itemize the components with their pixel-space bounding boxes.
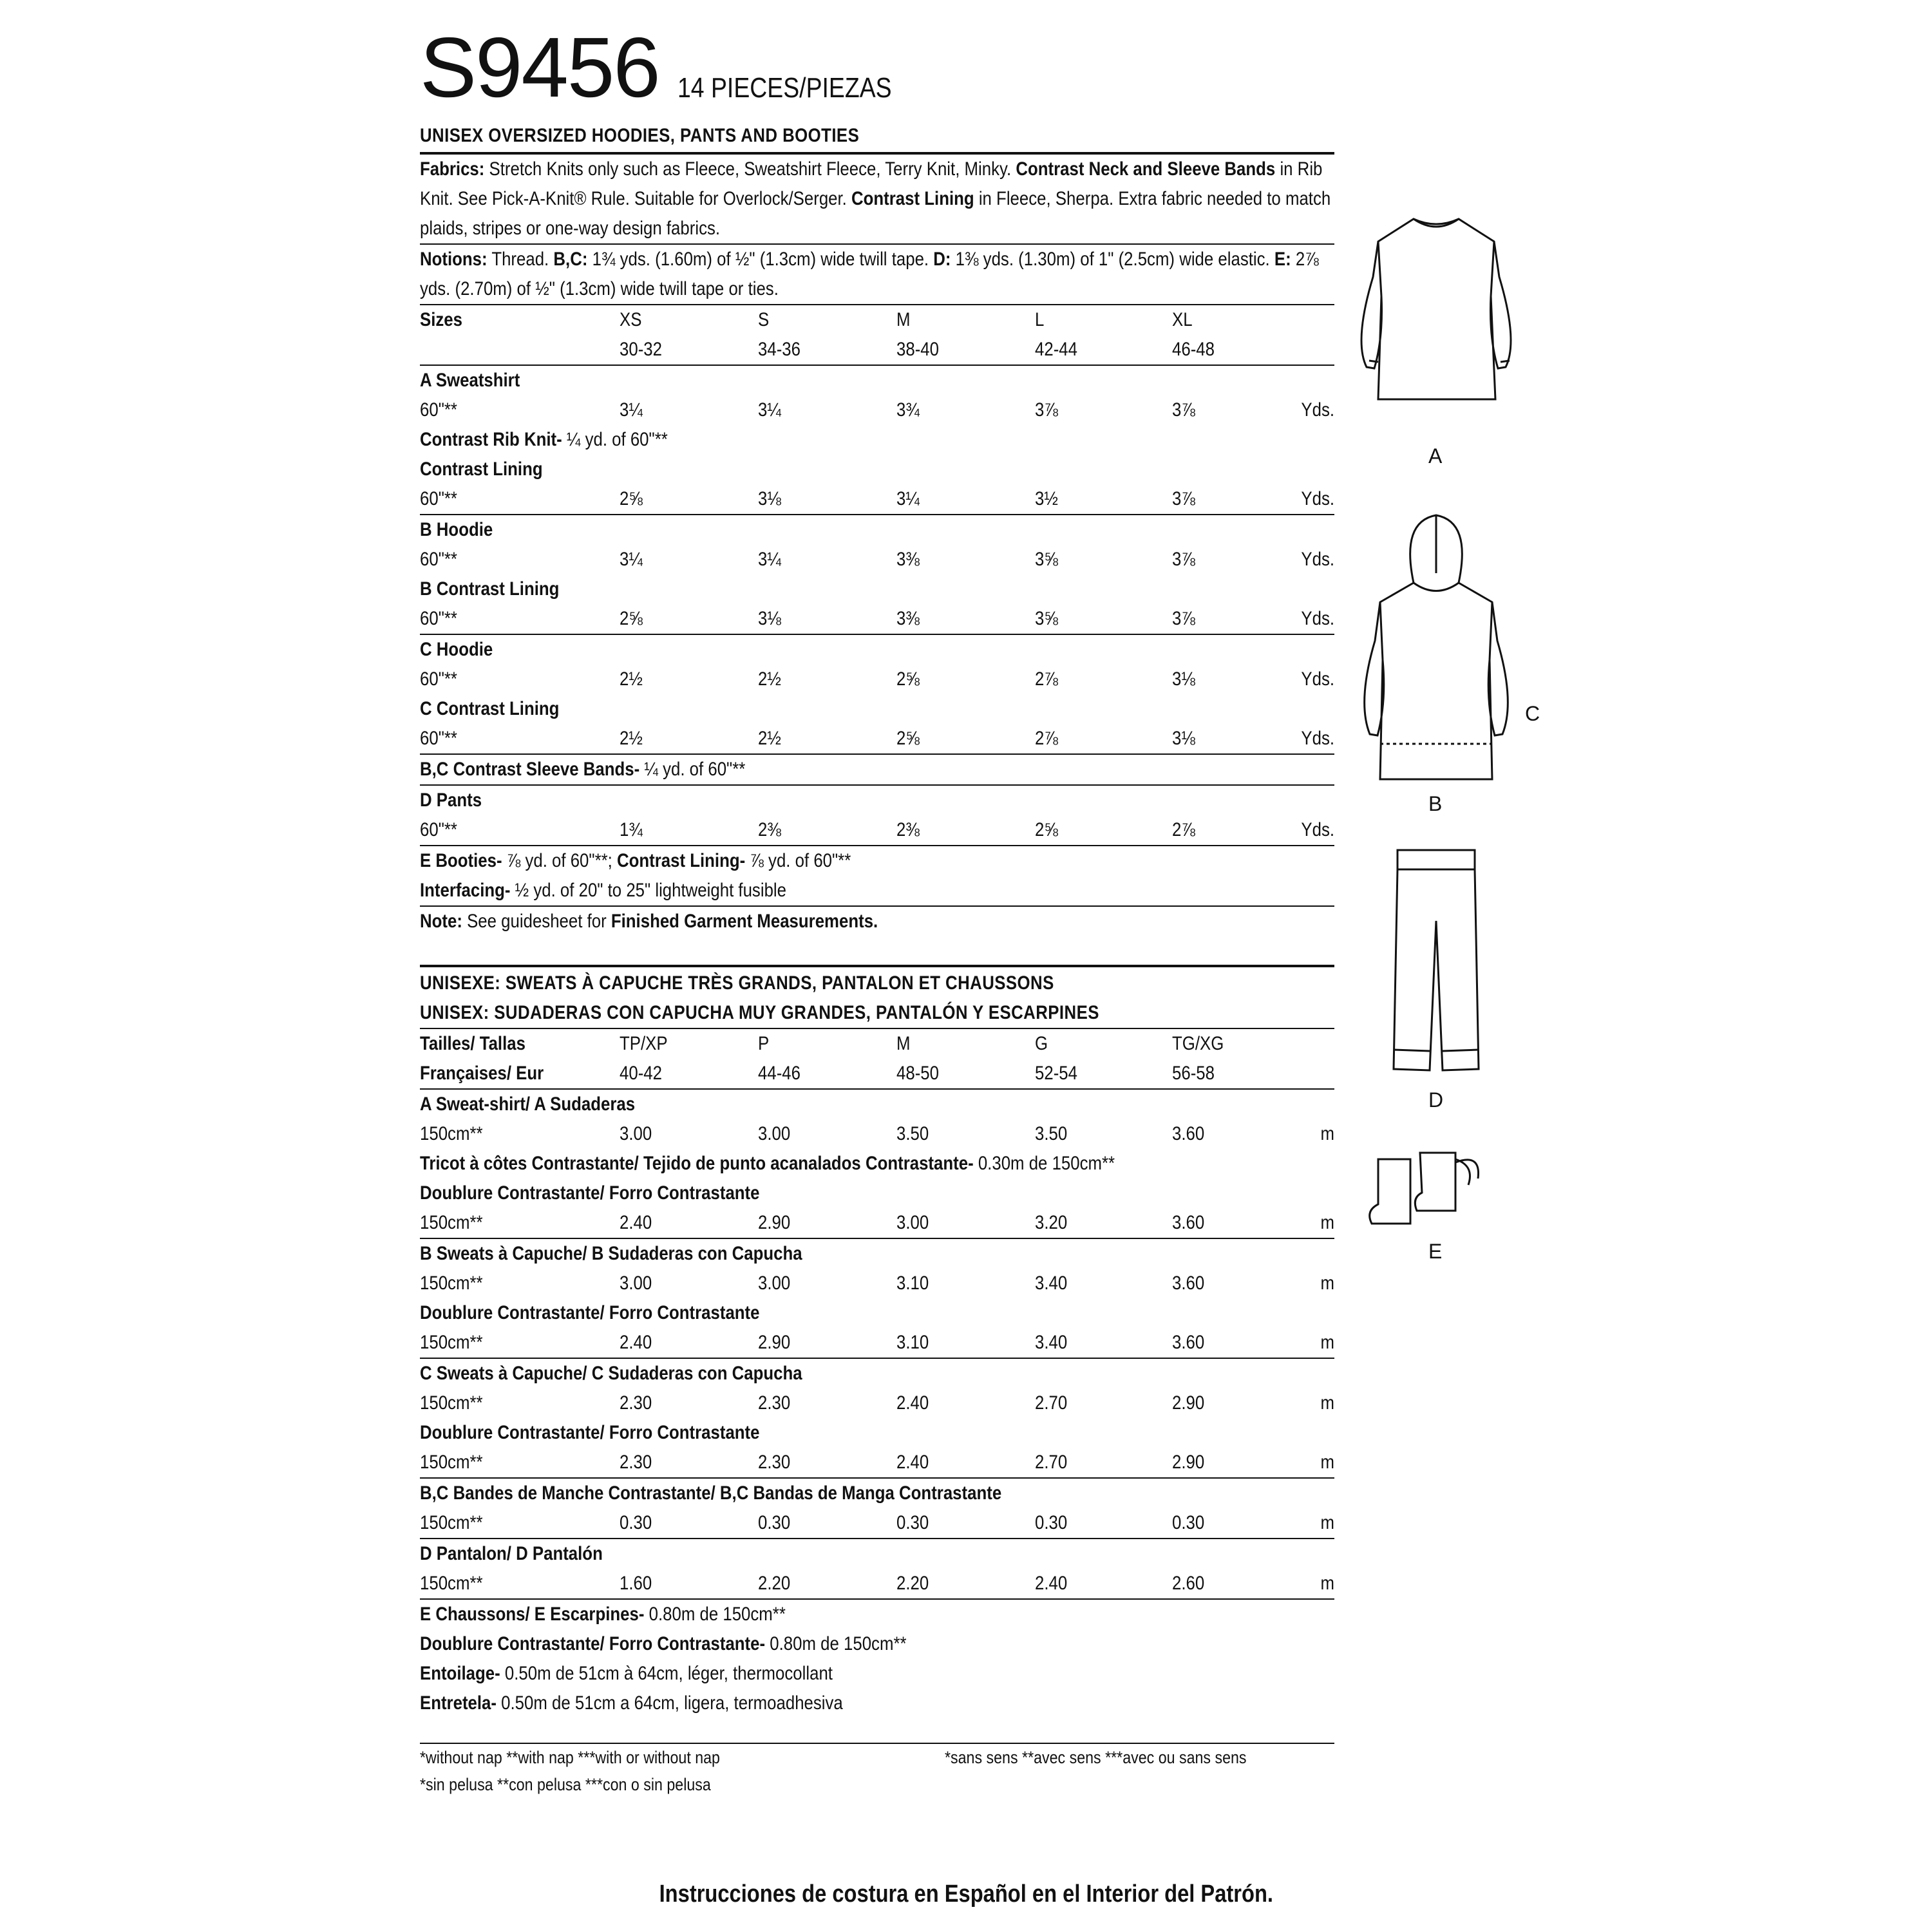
- fabrics-bold-1: Contrast Neck and Sleeve Bands: [1016, 158, 1276, 180]
- unit-label: Yds.: [1301, 549, 1334, 570]
- amount-value: 2.20: [896, 1573, 929, 1594]
- view-c-label-eu: C Sweats à Capuche/ C Sudaderas con Capucha: [420, 1363, 802, 1384]
- fabrics-text: [420, 155, 1334, 243]
- sleeve-bands-value: ¼ yd. of 60"**: [639, 759, 746, 780]
- size-code: L: [1035, 309, 1045, 330]
- entretela-value: 0.50m de 51cm a 64cm, ligera, termoadhesiva: [497, 1692, 843, 1714]
- bottom-note-text: Instrucciones de costura en Español en el Interior del Patrón.: [659, 1880, 1273, 1908]
- unit-label: m: [1320, 1123, 1334, 1144]
- unit-label: Yds.: [1301, 488, 1334, 509]
- amount-value: 3¾: [896, 399, 920, 421]
- divider: [420, 965, 1334, 967]
- entoilage-label: Entoilage-: [420, 1663, 500, 1684]
- amount-value: 2⅜: [758, 819, 781, 840]
- entretela-line: [420, 1689, 1206, 1718]
- amount-value: 2⅝: [620, 488, 643, 509]
- booties-value-eu: 0.80m de 150cm**: [644, 1604, 786, 1625]
- contrast-rib-knit-line: [420, 425, 1206, 455]
- amount-value: 1¾: [620, 819, 643, 840]
- size-code: G: [1035, 1033, 1048, 1054]
- amount-value: 3.00: [620, 1273, 652, 1294]
- booties-line: [420, 846, 1206, 876]
- fabric-width: 150cm**: [420, 1512, 483, 1533]
- amount-value: 3⅛: [758, 488, 781, 509]
- amount-value: 2.90: [758, 1332, 791, 1353]
- amount-value: 3⅝: [1035, 549, 1058, 570]
- size-code: XL: [1172, 309, 1193, 330]
- notions-text-3: 1⅜ yds. (1.30m) of 1" (2.5cm) wide elastic.: [951, 249, 1274, 270]
- fabric-width: 150cm**: [420, 1573, 483, 1594]
- view-a-label-eu: A Sweat-shirt/ A Sudaderas: [420, 1094, 636, 1115]
- header: [420, 20, 1334, 115]
- view-b-lining-label: B Contrast Lining: [420, 578, 560, 600]
- note-line: [420, 907, 1206, 936]
- notions-bold-3: E:: [1274, 249, 1291, 270]
- size-range: 42-44: [1035, 339, 1077, 360]
- booties-lining-label: Contrast Lining-: [616, 850, 746, 871]
- amount-value: 2.40: [1035, 1573, 1068, 1594]
- amount-value: 0.30: [1035, 1512, 1068, 1533]
- amount-value: 2.90: [1172, 1392, 1205, 1414]
- amount-value: 3.00: [896, 1212, 929, 1233]
- amount-value: 2½: [758, 728, 781, 749]
- amount-value: 3.60: [1172, 1212, 1205, 1233]
- amount-value: 3.20: [1035, 1212, 1068, 1233]
- booties-label-eu: E Chaussons/ E Escarpines-: [420, 1604, 645, 1625]
- sizes-eu-label: Tailles/ Tallas: [420, 1033, 526, 1054]
- view-b-label-eu: B Sweats à Capuche/ B Sudaderas con Capucha: [420, 1243, 802, 1264]
- amount-value: 0.30: [896, 1512, 929, 1533]
- fabric-width: 60"**: [420, 488, 457, 509]
- size-code: TG/XG: [1172, 1033, 1224, 1054]
- title-french: UNISEXE: SWEATS À CAPUCHE TRÈS GRANDS, PANTALON ET CHAUSSONS: [420, 972, 1054, 994]
- contrast-lining-label: Contrast Lining: [420, 459, 543, 480]
- unit-label: m: [1320, 1452, 1334, 1473]
- fabric-width: 150cm**: [420, 1212, 483, 1233]
- meterage-row: [420, 1208, 1334, 1238]
- interfacing-line: [420, 876, 1206, 905]
- fabric-width: 60"**: [420, 608, 457, 629]
- fabrics-label: Fabrics:: [420, 158, 485, 180]
- amount-value: 3¼: [620, 549, 643, 570]
- entretela-label: Entretela-: [420, 1692, 497, 1714]
- sweatshirt-a-illustration: [1352, 206, 1520, 451]
- amount-value: 2⅜: [896, 819, 920, 840]
- size-code: P: [758, 1033, 770, 1054]
- unit-label: m: [1320, 1512, 1334, 1533]
- amount-value: 3.60: [1172, 1332, 1205, 1353]
- size-range: 56-58: [1172, 1063, 1215, 1084]
- size-code: TP/XP: [620, 1033, 668, 1054]
- sizes-label: Sizes: [420, 309, 462, 330]
- booties-e-illustration: [1365, 1146, 1494, 1236]
- booties-lining-value: ⅞ yd. of 60"**: [745, 850, 851, 871]
- notions-text-4: 2⅞ yds. (2.70m) of ½" (1.3cm) wide twill tape or ties.: [420, 249, 1319, 299]
- unit-label: Yds.: [1301, 668, 1334, 690]
- size-range: 40-42: [620, 1063, 662, 1084]
- booties-lining-line-eu: [420, 1629, 1206, 1659]
- amount-value: 3⅞: [1172, 399, 1195, 421]
- footnote-french: *sans sens **avec sens ***avec ou sans sens: [945, 1748, 1247, 1767]
- notions-bold-1: B,C:: [553, 249, 588, 270]
- yardage-row: [420, 665, 1334, 694]
- view-label-a: A: [1428, 444, 1443, 468]
- fabric-width: 60"**: [420, 399, 457, 421]
- footnote-row: [420, 1744, 1334, 1771]
- fabric-width: 60"**: [420, 549, 457, 570]
- pattern-number: S9456: [420, 20, 659, 115]
- contrast-rib-value-eu: 0.30m de 150cm**: [973, 1153, 1115, 1174]
- yardage-row: [420, 484, 1334, 514]
- view-label-e: E: [1428, 1240, 1443, 1263]
- sizes-eu-label-2: Françaises/ Eur: [420, 1063, 544, 1084]
- amount-value: 3⅞: [1172, 488, 1195, 509]
- footnote-row: [420, 1771, 1334, 1798]
- yardage-row: [420, 604, 1334, 634]
- view-d-label: D Pants: [420, 790, 482, 811]
- amount-value: 2.60: [1172, 1573, 1205, 1594]
- fabric-width: 60"**: [420, 728, 457, 749]
- booties-lining-value-eu: 0.80m de 150cm**: [765, 1633, 907, 1654]
- sizes-row: [420, 305, 1334, 335]
- amount-value: 3.50: [1035, 1123, 1068, 1144]
- amount-value: 3.10: [896, 1332, 929, 1353]
- amount-value: 3¼: [620, 399, 643, 421]
- piece-count: 14 PIECES/PIEZAS: [677, 72, 892, 104]
- amount-value: 0.30: [758, 1512, 791, 1533]
- amount-value: 3.00: [758, 1123, 791, 1144]
- fabric-width: 150cm**: [420, 1392, 483, 1414]
- meterage-row: [420, 1448, 1334, 1477]
- booties-line-eu: [420, 1600, 1206, 1629]
- size-range: 48-50: [896, 1063, 939, 1084]
- unit-label: Yds.: [1301, 728, 1334, 749]
- unit-label: m: [1320, 1273, 1334, 1294]
- amount-value: 3.00: [620, 1123, 652, 1144]
- sizes-eu-ranges-row: [420, 1059, 1334, 1088]
- notions-text-2: 1¾ yds. (1.60m) of ½" (1.3cm) wide twill tape.: [587, 249, 934, 270]
- amount-value: 3⅞: [1172, 608, 1195, 629]
- size-code: M: [896, 1033, 911, 1054]
- size-range: 46-48: [1172, 339, 1215, 360]
- booties-value: ⅞ yd. of 60"**;: [502, 850, 617, 871]
- size-range: 34-36: [758, 339, 800, 360]
- unit-label: m: [1320, 1212, 1334, 1233]
- unit-label: Yds.: [1301, 608, 1334, 629]
- amount-value: 2⅝: [896, 668, 920, 690]
- yardage-row: [420, 545, 1334, 574]
- view-label-d: D: [1428, 1088, 1444, 1112]
- amount-value: 2.40: [620, 1212, 652, 1233]
- view-b-lining-label-eu: Doublure Contrastante/ Forro Contrastante: [420, 1302, 760, 1323]
- amount-value: 2.30: [758, 1392, 791, 1414]
- amount-value: 3¼: [758, 549, 781, 570]
- amount-value: 3.40: [1035, 1273, 1068, 1294]
- fabrics-text-2: in Rib Knit. See Pick-A-Knit® Rule. Suitable for Overlock/Serger.: [420, 158, 1323, 209]
- note-text: See guidesheet for: [462, 911, 611, 932]
- contrast-rib-label-eu: Tricot à côtes Contrastante/ Tejido de punto acanalados Contrastante-: [420, 1153, 974, 1174]
- amount-value: 3¼: [896, 488, 920, 509]
- amount-value: 2⅝: [620, 608, 643, 629]
- size-code: S: [758, 309, 770, 330]
- amount-value: 2.90: [1172, 1452, 1205, 1473]
- amount-value: 2½: [620, 668, 643, 690]
- fabric-width: 150cm**: [420, 1123, 483, 1144]
- view-a-label: A Sweatshirt: [420, 370, 520, 391]
- amount-value: 3⅞: [1035, 399, 1058, 421]
- amount-value: 2.70: [1035, 1392, 1068, 1414]
- note-bold: Finished Garment Measurements.: [611, 911, 878, 932]
- interfacing-label: Interfacing-: [420, 880, 511, 901]
- interfacing-value: ½ yd. of 20" to 25" lightweight fusible: [510, 880, 787, 901]
- view-label-c: C: [1525, 702, 1540, 725]
- amount-value: 2.40: [896, 1392, 929, 1414]
- amount-value: 2.30: [758, 1452, 791, 1473]
- meterage-row: [420, 1269, 1334, 1298]
- entoilage-value: 0.50m de 51cm à 64cm, léger, thermocollant: [500, 1663, 833, 1684]
- amount-value: 2.40: [896, 1452, 929, 1473]
- view-d-label-eu: D Pantalon/ D Pantalón: [420, 1543, 603, 1564]
- size-range: 52-54: [1035, 1063, 1077, 1084]
- amount-value: 3⅜: [896, 549, 920, 570]
- yardage-row: [420, 395, 1334, 425]
- booties-lining-label-eu: Doublure Contrastante/ Forro Contrastante-: [420, 1633, 766, 1654]
- amount-value: 3⅛: [1172, 668, 1195, 690]
- amount-value: 3.00: [758, 1273, 791, 1294]
- size-code: M: [896, 309, 911, 330]
- sleeve-bands-label-eu: B,C Bandes de Manche Contrastante/ B,C Bandas de Manga Contrastante: [420, 1482, 1002, 1504]
- amount-value: 3⅞: [1172, 549, 1195, 570]
- fabric-width: 150cm**: [420, 1332, 483, 1353]
- amount-value: 2½: [620, 728, 643, 749]
- amount-value: 2.30: [620, 1452, 652, 1473]
- amount-value: 1.60: [620, 1573, 652, 1594]
- fabric-width: 150cm**: [420, 1452, 483, 1473]
- sizes-eu-row: [420, 1029, 1334, 1059]
- sleeve-bands-label: B,C Contrast Sleeve Bands-: [420, 759, 640, 780]
- contrast-rib-value: ¼ yd. of 60"**: [562, 429, 668, 450]
- amount-value: 2½: [758, 668, 781, 690]
- booties-label: E Booties-: [420, 850, 502, 871]
- meterage-row: [420, 1508, 1334, 1538]
- title-spanish: UNISEX: SUDADERAS CON CAPUCHA MUY GRANDES, PANTALÓN Y ESCARPINES: [420, 1002, 1099, 1023]
- contrast-lining-label-eu: Doublure Contrastante/ Forro Contrastante: [420, 1182, 760, 1204]
- meterage-row: [420, 1569, 1334, 1598]
- amount-value: 3½: [1035, 488, 1058, 509]
- unit-label: Yds.: [1301, 399, 1334, 421]
- amount-value: 3.60: [1172, 1123, 1205, 1144]
- view-label-b: B: [1428, 792, 1443, 815]
- amount-value: 0.30: [620, 1512, 652, 1533]
- amount-value: 3.60: [1172, 1273, 1205, 1294]
- amount-value: 2.40: [620, 1332, 652, 1353]
- amount-value: 2⅝: [1035, 819, 1058, 840]
- amount-value: 3.50: [896, 1123, 929, 1144]
- amount-value: 3⅜: [896, 608, 920, 629]
- spanish-instructions-note: [0, 1880, 1932, 1908]
- hoodie-b-c-illustration: [1349, 509, 1523, 786]
- fabrics-text-1: Stretch Knits only such as Fleece, Sweatshirt Fleece, Terry Knit, Minky.: [484, 158, 1016, 180]
- amount-value: 3⅛: [1172, 728, 1195, 749]
- footnote-english: *without nap **with nap ***with or without nap: [420, 1748, 720, 1767]
- fabric-width: 60"**: [420, 668, 457, 690]
- amount-value: 3⅛: [758, 608, 781, 629]
- contrast-rib-label: Contrast Rib Knit-: [420, 429, 562, 450]
- fabrics-text-3: in Fleece, Sherpa. Extra fabric needed to match plaids, stripes or one-way design fabrics.: [420, 188, 1331, 239]
- amount-value: 2.20: [758, 1573, 791, 1594]
- sleeve-bands-line: [420, 755, 1206, 784]
- view-b-label: B Hoodie: [420, 519, 493, 540]
- view-c-lining-label-eu: Doublure Contrastante/ Forro Contrastante: [420, 1422, 760, 1443]
- amount-value: 3¼: [758, 399, 781, 421]
- amount-value: 2.30: [620, 1392, 652, 1414]
- meterage-row: [420, 1388, 1334, 1418]
- notions-label: Notions:: [420, 249, 488, 270]
- amount-value: 2.70: [1035, 1452, 1068, 1473]
- size-range: 44-46: [758, 1063, 800, 1084]
- fabrics-bold-2: Contrast Lining: [851, 188, 974, 209]
- amount-value: 2⅞: [1035, 728, 1058, 749]
- size-ranges-row: [420, 335, 1334, 365]
- notions-text: [420, 245, 1334, 304]
- fabric-width: 150cm**: [420, 1273, 483, 1294]
- view-c-label: C Hoodie: [420, 639, 493, 660]
- size-code: XS: [620, 309, 642, 330]
- pattern-envelope-back: [420, 20, 1334, 1798]
- notions-text-1: Thread.: [487, 249, 554, 270]
- pants-d-illustration: [1385, 844, 1488, 1082]
- amount-value: 3⅝: [1035, 608, 1058, 629]
- view-c-lining-label: C Contrast Lining: [420, 698, 560, 719]
- amount-value: 2⅞: [1035, 668, 1058, 690]
- fabric-width: 60"**: [420, 819, 457, 840]
- meterage-row: [420, 1119, 1334, 1149]
- amount-value: 2⅞: [1172, 819, 1195, 840]
- note-label: Note:: [420, 911, 462, 932]
- unit-label: m: [1320, 1332, 1334, 1353]
- amount-value: 0.30: [1172, 1512, 1205, 1533]
- amount-value: 3.40: [1035, 1332, 1068, 1353]
- unit-label: Yds.: [1301, 819, 1334, 840]
- size-range: 38-40: [896, 339, 939, 360]
- unit-label: m: [1320, 1573, 1334, 1594]
- footnote-spanish: *sin pelusa **con pelusa ***con o sin pelusa: [420, 1775, 711, 1794]
- amount-value: 2.90: [758, 1212, 791, 1233]
- contrast-rib-line-eu: [420, 1149, 1206, 1179]
- unit-label: m: [1320, 1392, 1334, 1414]
- size-range: 30-32: [620, 339, 662, 360]
- yardage-row: [420, 815, 1334, 845]
- meterage-row: [420, 1328, 1334, 1358]
- title-english: UNISEX OVERSIZED HOODIES, PANTS AND BOOTIES: [420, 125, 860, 146]
- entoilage-line: [420, 1659, 1206, 1689]
- notions-bold-2: D:: [933, 249, 951, 270]
- yardage-row: [420, 724, 1334, 753]
- amount-value: 3.10: [896, 1273, 929, 1294]
- amount-value: 2⅝: [896, 728, 920, 749]
